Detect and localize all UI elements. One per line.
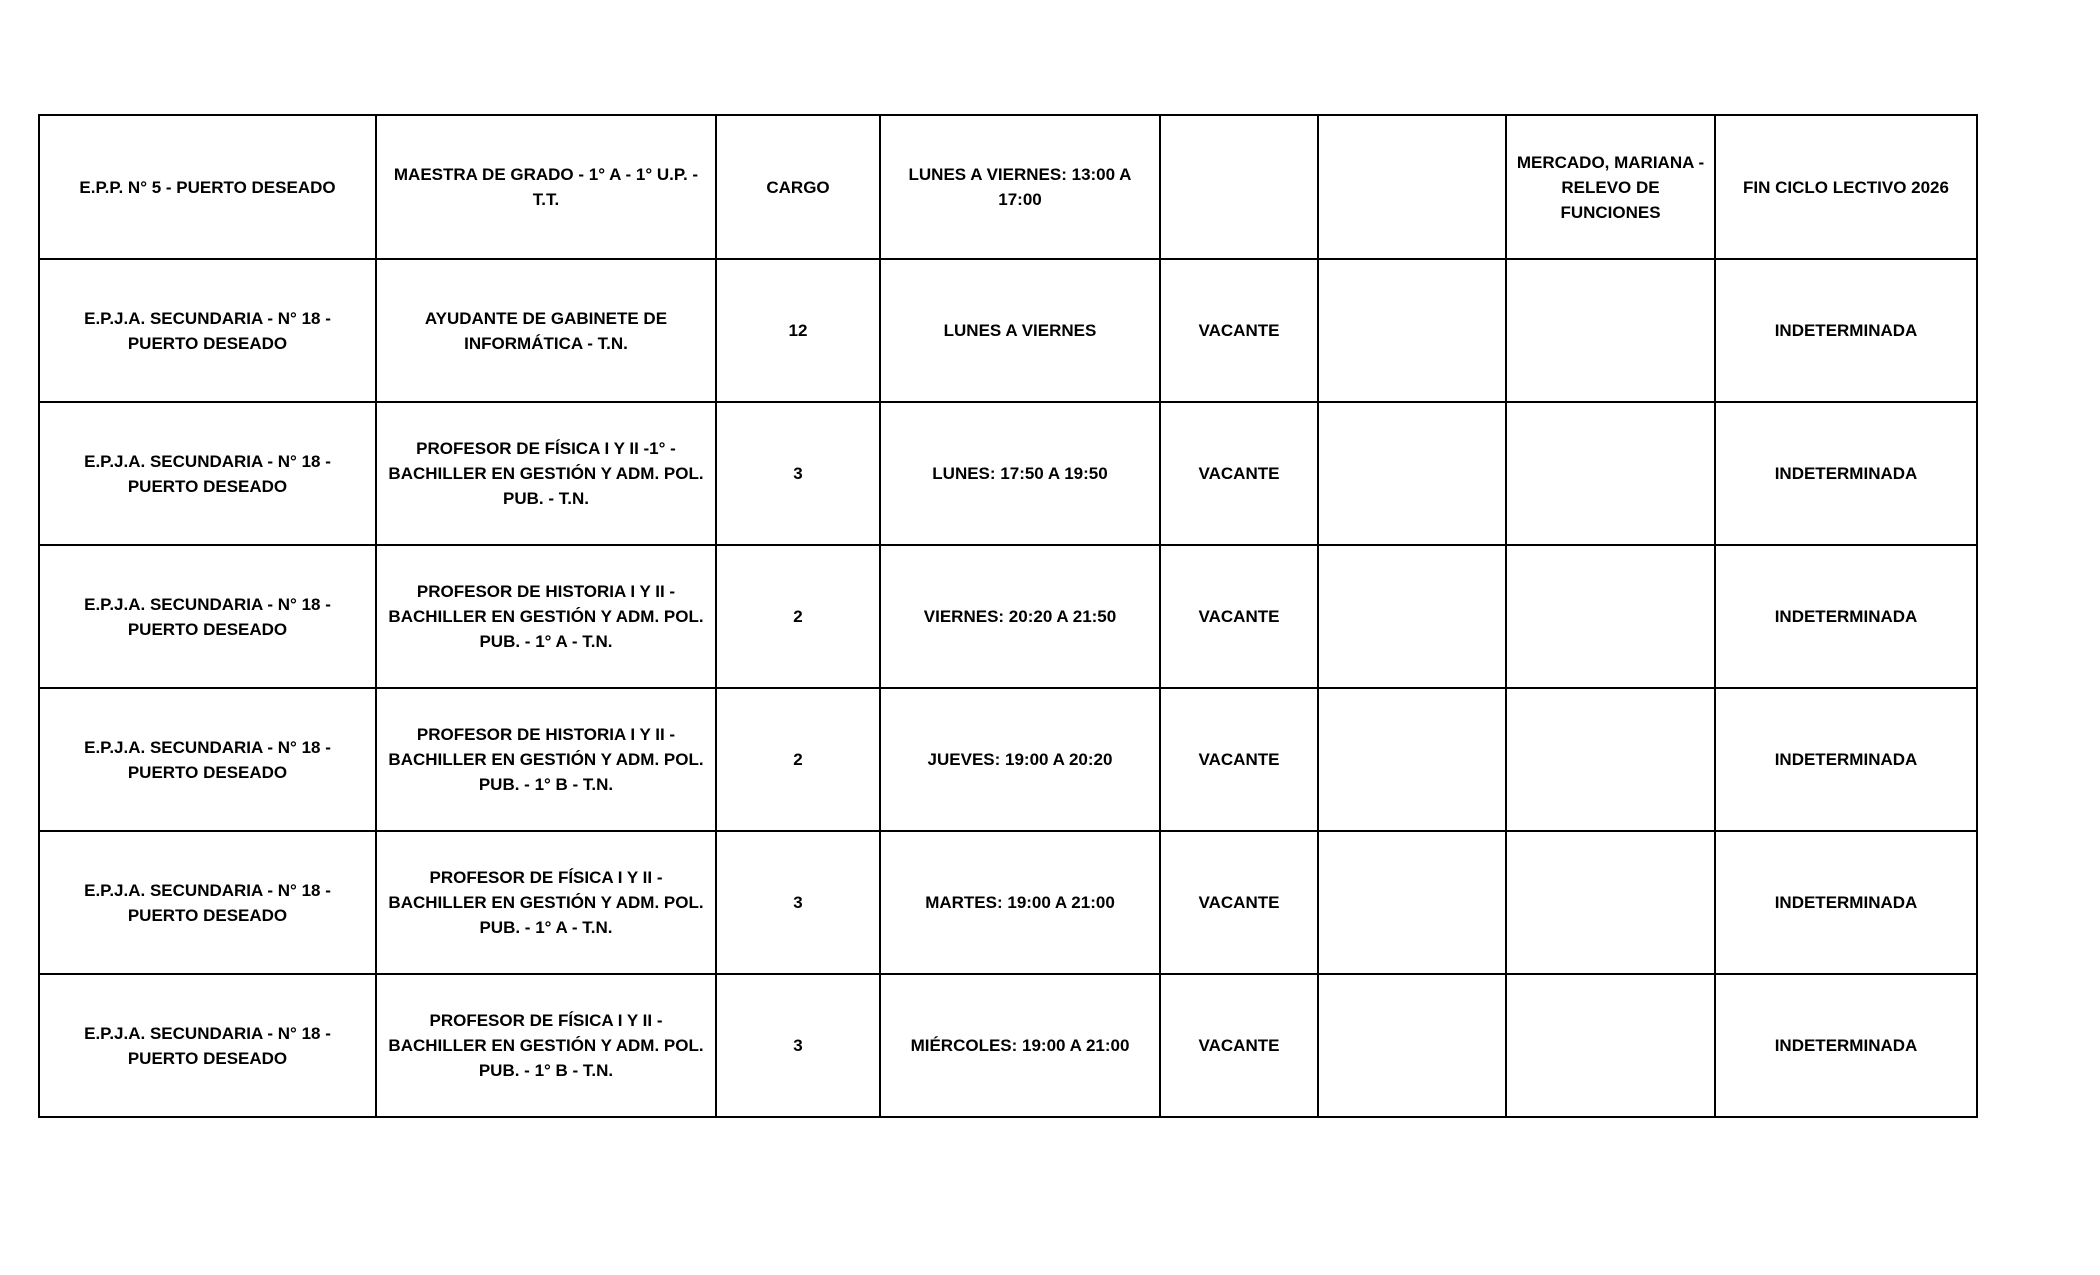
status-cell: VACANTE	[1160, 831, 1318, 974]
position-cell: PROFESOR DE FÍSICA I Y II - BACHILLER EN GESTIÓN Y ADM. POL. PUB. - 1° B - T.N.	[376, 974, 716, 1117]
blank-cell	[1318, 402, 1506, 545]
table-row	[39, 545, 1977, 688]
holder-cell	[1506, 402, 1715, 545]
position-cell: PROFESOR DE HISTORIA I Y II - BACHILLER EN GESTIÓN Y ADM. POL. PUB. - 1° B - T.N.	[376, 688, 716, 831]
table-row	[39, 831, 1977, 974]
holder-cell	[1506, 688, 1715, 831]
hours-cell: CARGO	[716, 115, 880, 259]
schedule-cell: VIERNES: 20:20 A 21:50	[880, 545, 1160, 688]
blank-cell	[1318, 688, 1506, 831]
duration-cell: INDETERMINADA	[1715, 545, 1977, 688]
holder-cell	[1506, 974, 1715, 1117]
blank-cell	[1318, 259, 1506, 402]
hours-cell: 3	[716, 831, 880, 974]
status-cell: VACANTE	[1160, 688, 1318, 831]
hours-cell: 12	[716, 259, 880, 402]
schedule-cell: MARTES: 19:00 A 21:00	[880, 831, 1160, 974]
school-cell: E.P.P. N° 5 - PUERTO DESEADO	[39, 115, 376, 259]
position-cell: AYUDANTE DE GABINETE DE INFORMÁTICA - T.N.	[376, 259, 716, 402]
position-cell: PROFESOR DE FÍSICA I Y II - BACHILLER EN GESTIÓN Y ADM. POL. PUB. - 1° A - T.N.	[376, 831, 716, 974]
school-cell: E.P.J.A. SECUNDARIA - N° 18 - PUERTO DESEADO	[39, 974, 376, 1117]
duration-cell: INDETERMINADA	[1715, 974, 1977, 1117]
table-row	[39, 974, 1977, 1117]
table-row	[39, 688, 1977, 831]
hours-cell: 3	[716, 402, 880, 545]
duration-cell: INDETERMINADA	[1715, 688, 1977, 831]
holder-cell: MERCADO, MARIANA - RELEVO DE FUNCIONES	[1506, 115, 1715, 259]
hours-cell: 2	[716, 688, 880, 831]
duration-cell: INDETERMINADA	[1715, 831, 1977, 974]
status-cell	[1160, 115, 1318, 259]
school-cell: E.P.J.A. SECUNDARIA - N° 18 - PUERTO DESEADO	[39, 402, 376, 545]
status-cell: VACANTE	[1160, 545, 1318, 688]
schedule-cell: LUNES: 17:50 A 19:50	[880, 402, 1160, 545]
vacancies-table	[38, 114, 1978, 1118]
table-row	[39, 115, 1977, 259]
school-cell: E.P.J.A. SECUNDARIA - N° 18 - PUERTO DESEADO	[39, 688, 376, 831]
position-cell: PROFESOR DE FÍSICA I Y II -1° -BACHILLER EN GESTIÓN Y ADM. POL. PUB. - T.N.	[376, 402, 716, 545]
blank-cell	[1318, 831, 1506, 974]
school-cell: E.P.J.A. SECUNDARIA - N° 18 - PUERTO DESEADO	[39, 831, 376, 974]
position-cell: PROFESOR DE HISTORIA I Y II - BACHILLER EN GESTIÓN Y ADM. POL. PUB. - 1° A - T.N.	[376, 545, 716, 688]
holder-cell	[1506, 831, 1715, 974]
schedule-cell: MIÉRCOLES: 19:00 A 21:00	[880, 974, 1160, 1117]
schedule-cell: LUNES A VIERNES	[880, 259, 1160, 402]
duration-cell: FIN CICLO LECTIVO 2026	[1715, 115, 1977, 259]
status-cell: VACANTE	[1160, 402, 1318, 545]
duration-cell: INDETERMINADA	[1715, 402, 1977, 545]
school-cell: E.P.J.A. SECUNDARIA - N° 18 - PUERTO DESEADO	[39, 545, 376, 688]
status-cell: VACANTE	[1160, 259, 1318, 402]
blank-cell	[1318, 545, 1506, 688]
schedule-cell: LUNES A VIERNES: 13:00 A 17:00	[880, 115, 1160, 259]
position-cell: MAESTRA DE GRADO - 1° A - 1° U.P. - T.T.	[376, 115, 716, 259]
blank-cell	[1318, 115, 1506, 259]
blank-cell	[1318, 974, 1506, 1117]
holder-cell	[1506, 545, 1715, 688]
table-row	[39, 259, 1977, 402]
hours-cell: 3	[716, 974, 880, 1117]
holder-cell	[1506, 259, 1715, 402]
duration-cell: INDETERMINADA	[1715, 259, 1977, 402]
table-row	[39, 402, 1977, 545]
hours-cell: 2	[716, 545, 880, 688]
school-cell: E.P.J.A. SECUNDARIA - N° 18 - PUERTO DESEADO	[39, 259, 376, 402]
schedule-cell: JUEVES: 19:00 A 20:20	[880, 688, 1160, 831]
status-cell: VACANTE	[1160, 974, 1318, 1117]
